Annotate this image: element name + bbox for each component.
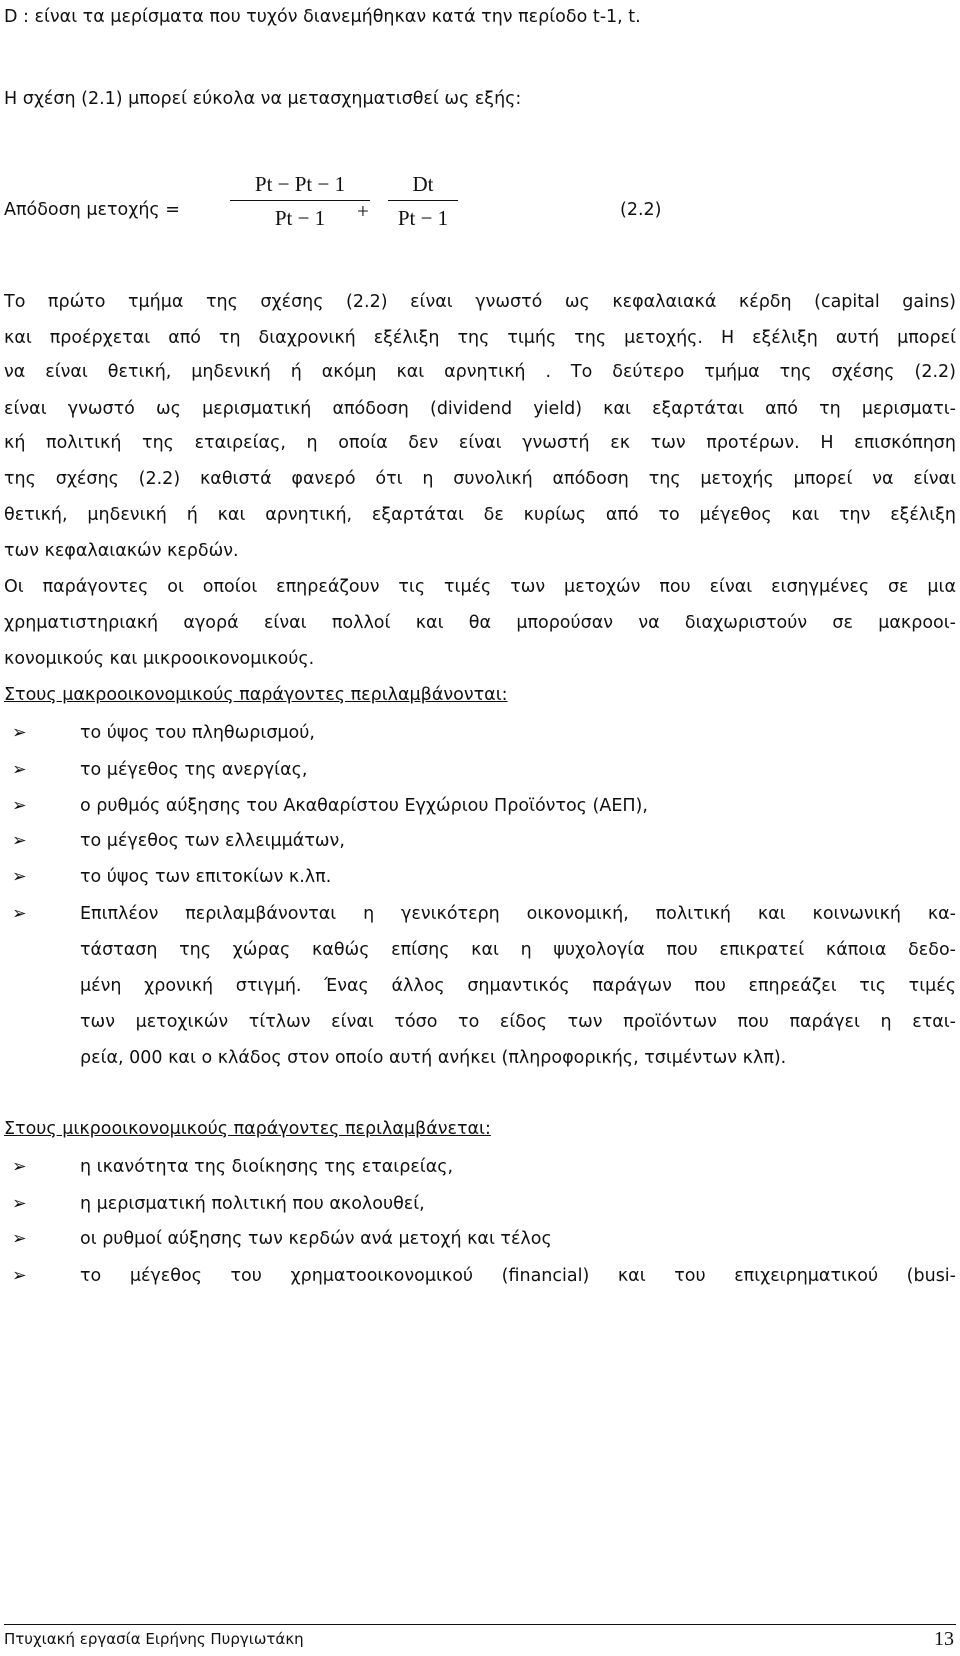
intro-line-2: Η σχέση (2.1) μπορεί εύκολα να μετασχηματισθεί ως εξής: [4,89,522,109]
arrow-bullet-icon: ➢ [12,1157,27,1177]
fraction-dividend-yield [388,172,458,230]
list-item-line: Επιπλέον περιλαμβάνονται η γενικότερη οικονομική, πολιτική και κοινωνική κα- [80,904,956,924]
list-item-line: μένη χρονική στιγμή. Ένας άλλος σημαντικός παράγων που επηρεάζει τις τιμές [80,976,956,996]
paragraph-line: και προέρχεται από τη διαχρονική εξέλιξη της τιμής της μετοχής. Η εξέλιξη αυτή μπορεί [4,328,956,348]
list-item: το μέγεθος των ελλειμμάτων, [80,831,345,851]
page-number: 13 [934,1628,954,1650]
arrow-bullet-icon: ➢ [12,723,27,743]
fraction-capital-gains [230,172,370,230]
arrow-bullet-icon: ➢ [12,1266,27,1286]
arrow-bullet-icon: ➢ [12,831,27,851]
paragraph-line: κή πολιτική της εταιρείας, η οποία δεν είναι γνωστή εκ των προτέρων. Η επισκόπηση [4,433,956,453]
paragraph-line: της σχέσης (2.2) καθιστά φανερό ότι η συνολική απόδοση της μετοχής μπορεί να είναι [4,469,956,489]
list-item: η μερισματική πολιτική που ακολουθεί, [80,1194,425,1214]
fraction-1-numerator: Pt − Pt − 1 [230,172,370,201]
list-item: το ύψος του πληθωρισμού, [80,723,315,743]
footer-author: Πτυχιακή εργασία Ειρήνης Πυργιωτάκη [4,1630,304,1648]
list-item: η ικανότητα της διοίκησης της εταιρείας, [80,1157,454,1177]
fraction-1-denominator: Pt − 1 [274,206,326,230]
paragraph-line: Το πρώτο τμήμα της σχέσης (2.2) είναι γνωστό ως κεφαλαιακά κέρδη (capital gains) [4,292,956,312]
macro-heading: Στους μακροοικονομικούς παράγοντες περιλαμβάνονται: [4,685,508,705]
list-item: το ύψος των επιτοκίων κ.λπ. [80,867,332,887]
equation-number: (2.2) [620,200,662,220]
micro-heading: Στους μικροοικονομικούς παράγοντες περιλαμβάνεται: [4,1119,491,1139]
list-item-line: ρεία, 000 και ο κλάδος στον οποίο αυτή ανήκει (πληροφορικής, τσιμέντων κλπ). [80,1048,787,1068]
paragraph-line: είναι γνωστό ως μερισματική απόδοση (dividend yield) και εξαρτάται από τη μερισματι- [4,399,956,419]
list-item: το μέγεθος της ανεργίας, [80,760,308,780]
list-item: το μέγεθος του χρηματοοικονομικού (financial) και του επιχειρηματικού (busi- [80,1266,956,1286]
paragraph-line: χρηματιστηριακή αγορά είναι πολλοί και θα μπορούσαν να διαχωριστούν σε μακροοι- [4,613,956,633]
arrow-bullet-icon: ➢ [12,904,27,924]
equation-lhs: Απόδοση μετοχής = [4,200,180,220]
paragraph-line: κονομικούς και μικροοικονομικούς. [4,649,315,669]
footer-rule [4,1624,956,1625]
arrow-bullet-icon: ➢ [12,760,27,780]
plus-sign: + [357,199,369,223]
arrow-bullet-icon: ➢ [12,867,27,887]
list-item-line: των μετοχικών τίτλων είναι τόσο το είδος των προϊόντων που παράγει η εται- [80,1012,956,1032]
paragraph-line: των κεφαλαιακών κερδών. [4,541,239,561]
paragraph-line: Οι παράγοντες οι οποίοι επηρεάζουν τις τιμές των μετοχών που είναι εισηγμένες σε μια [4,577,956,597]
arrow-bullet-icon: ➢ [12,796,27,816]
paragraph-line: θετική, μηδενική ή και αρνητική, εξαρτάται δε κυρίως από το μέγεθος και την εξέλιξη [4,505,956,525]
paragraph-line: να είναι θετική, μηδενική ή ακόμη και αρνητική . Το δεύτερο τμήμα της σχέσης (2.2) [4,362,956,382]
list-item-line: τάσταση της χώρας καθώς επίσης και η ψυχολογία που επικρατεί κάποια δεδο- [80,940,956,960]
arrow-bullet-icon: ➢ [12,1229,27,1249]
arrow-bullet-icon: ➢ [12,1194,27,1214]
fraction-2-denominator: Pt − 1 [397,206,449,230]
list-item: ο ρυθμός αύξησης του Ακαθαρίστου Εγχώριου Προϊόντος (ΑΕΠ), [80,796,648,816]
intro-line-1: D : είναι τα μερίσματα που τυχόν διανεμήθηκαν κατά την περίοδο t-1, t. [4,7,641,27]
fraction-2-numerator: Dt [388,172,458,201]
list-item: οι ρυθμοί αύξησης των κερδών ανά μετοχή και τέλος [80,1229,552,1249]
equation-2-2 [4,172,956,246]
